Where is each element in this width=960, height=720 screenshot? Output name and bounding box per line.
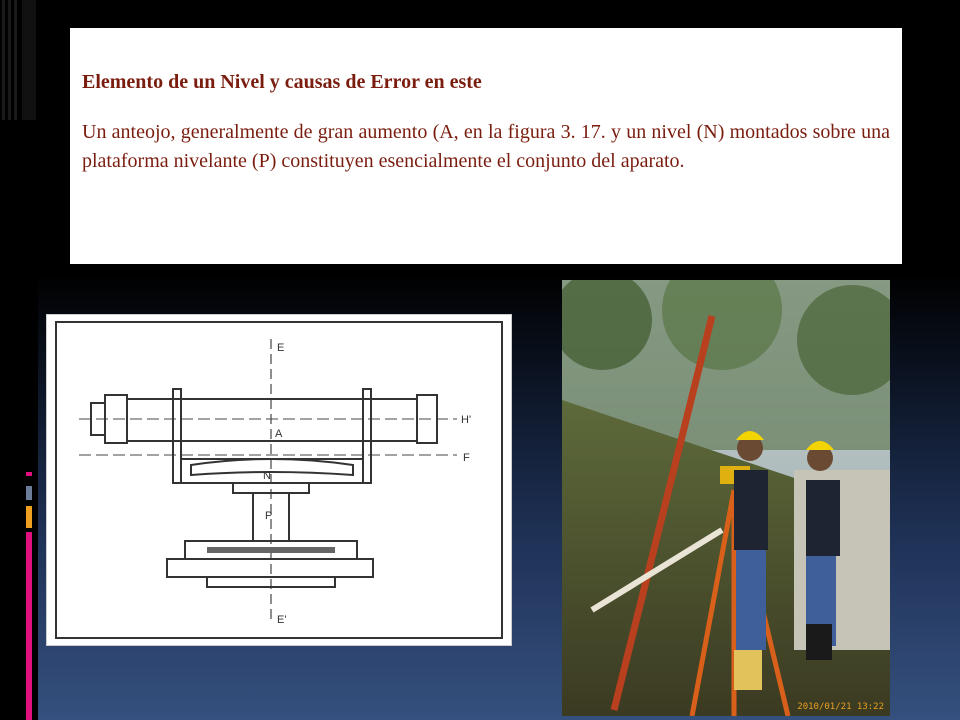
diagram-label-e: E xyxy=(277,342,285,354)
diagram-label-f: F xyxy=(463,452,470,464)
diagram-label-p: P xyxy=(265,510,273,522)
field-survey-photo xyxy=(562,280,890,716)
corner-decoration xyxy=(2,0,36,120)
slide-title: Elemento de un Nivel y causas de Error en este xyxy=(82,71,482,93)
level-diagram-canvas xyxy=(55,321,503,639)
diagram-label-e-prime: E' xyxy=(277,614,287,626)
field-survey-photo-drawing xyxy=(562,280,890,716)
diagram-label-a: A xyxy=(275,428,283,440)
side-accent-marks xyxy=(26,460,38,720)
diagram-label-h-prime: H' xyxy=(461,414,472,426)
photo-timestamp: 2010/01/21 13:22 xyxy=(797,702,884,712)
slide-body-text: Un anteojo, generalmente de gran aumento (A, en la figura 3. 17. y un nivel (N) montados sobre una plataforma nivelante (P) constituyen esencialmente el conjunto del aparato. xyxy=(82,121,890,172)
level-diagram-drawing xyxy=(57,323,501,637)
diagram-label-n: N xyxy=(263,470,271,482)
level-diagram xyxy=(46,314,512,646)
text-box xyxy=(70,28,902,264)
